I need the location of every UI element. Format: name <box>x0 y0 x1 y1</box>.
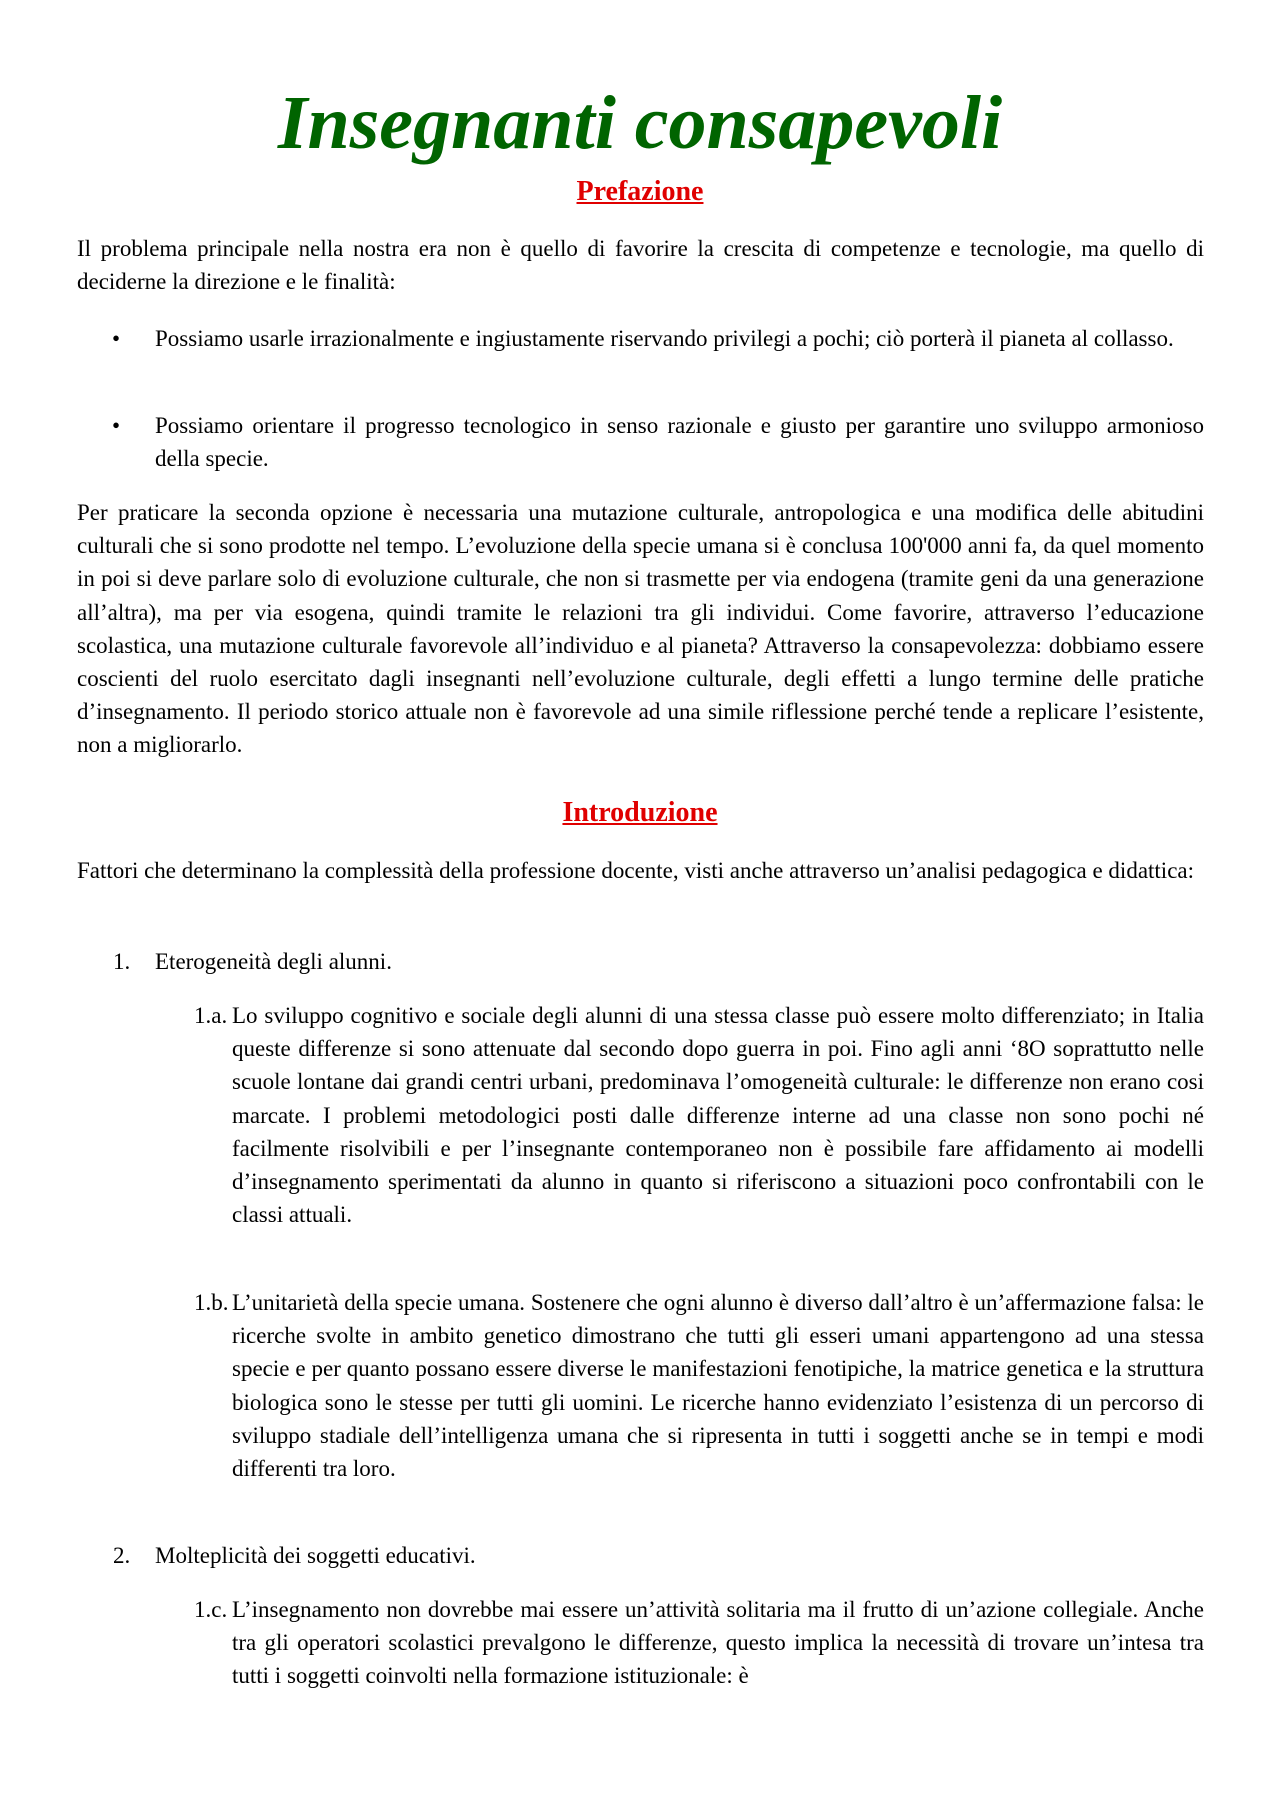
prefazione-heading: Prefazione <box>576 176 704 207</box>
sub-list-marker: 1.c. <box>194 1597 228 1622</box>
bullet-text: Possiamo usarle irrazionalmente e ingiustamente riservando privilegi a pochi; ciò porterà il pianeta al collasso. <box>155 326 1174 351</box>
list-marker: 1. <box>113 949 131 974</box>
prefazione-body: Per praticare la seconda opzione è necessaria una mutazione culturale, antropologica e una modifica delle abitudini culturali che si sono prodotte nel tempo. L’evoluzione della specie umana si è conclusa 100'000 anni fa, da quel momento in poi si deve parlare solo di evoluzione culturale, che non si trasmette per via endogena (tramite geni da una generazione all’altra), ma per via esogena, quindi tramite le relazioni tra gli individui. Come favorire, attraverso l’educazione scolastica, una mutazione culturale favorevole all’individuo e al pianeta? Attraverso la consapevolezza: dobbiamo essere coscienti del ruolo esercitato dagli insegnanti nell’evoluzione culturale, degli effetti a lungo termine delle pratiche d’insegnamento. Il periodo storico attuale non è favorevole ad una simile riflessione perché tende a replicare l’esistente, non a migliorarlo. <box>77 500 1204 758</box>
document-title: Insegnanti consapevoli <box>277 81 1003 165</box>
list-text: Molteplicità dei soggetti educativi. <box>155 1543 476 1568</box>
sub-list-marker: 1.a. <box>194 1003 228 1028</box>
bullet-marker: • <box>112 413 121 438</box>
sub-list-text: L’insegnamento non dovrebbe mai essere un’attività solitaria ma il frutto di un’azione collegiale. Anche tra gli operatori scolastici prevalgono le differenze, questo implica la necessità di trovare un’intesa tra tutti i soggetti coinvolti nella formazione istituzionale: è <box>232 1597 1204 1689</box>
bullet-marker: • <box>112 326 121 351</box>
list-text: Eterogeneità degli alunni. <box>155 949 392 974</box>
introduzione-intro: Fattori che determinano la complessità della professione docente, visti anche attraverso un’analisi pedagogica e didattica: <box>77 858 1195 883</box>
sub-list-text: Lo sviluppo cognitivo e sociale degli alunni di una stessa classe può essere molto differenziato; in Italia queste differenze si sono attenuate dal secondo dopo guerra in poi. Fino agli anni ‘8O soprattutto nelle scuole lontane dai grandi centri urbani, predominava l’omogeneità culturale: le differenze non erano cosi marcate. I problemi metodologici posti dalle differenze interne ad una classe non sono pochi né facilmente risolvibili e per l’insegnante contemporaneo non è possibile fare affidamento ai modelli d’insegnamento sperimentati da alunno in quanto si riferiscono a situazioni poco confrontabili con le classi attuali. <box>232 1003 1204 1228</box>
prefazione-intro: Il problema principale nella nostra era non è quello di favorire la crescita di competenze e tecnologie, ma quello di deciderne la direzione e le finalità: <box>77 236 1204 295</box>
list-marker: 2. <box>113 1543 131 1568</box>
bullet-text: Possiamo orientare il progresso tecnologico in senso razionale e giusto per garantire uno sviluppo armonioso della specie. <box>155 413 1204 472</box>
introduzione-heading: Introduzione <box>562 797 718 828</box>
sub-list-text: L’unitarietà della specie umana. Sostenere che ogni alunno è diverso dall’altro è un’affermazione falsa: le ricerche svolte in ambito genetico dimostrano che tutti gli esseri umani appartengono ad una stessa specie e per quanto possano essere diverse le manifestazioni fenotipiche, la matrice genetica e la struttura biologica sono le stesse per tutti gli uomini. Le ricerche hanno evidenziato l’esistenza di un percorso di sviluppo stadiale dell’intelligenza umana che si ripresenta in tutti i soggetti anche se in tempi e modi differenti tra loro. <box>232 1290 1204 1482</box>
sub-list-marker: 1.b. <box>194 1290 229 1315</box>
